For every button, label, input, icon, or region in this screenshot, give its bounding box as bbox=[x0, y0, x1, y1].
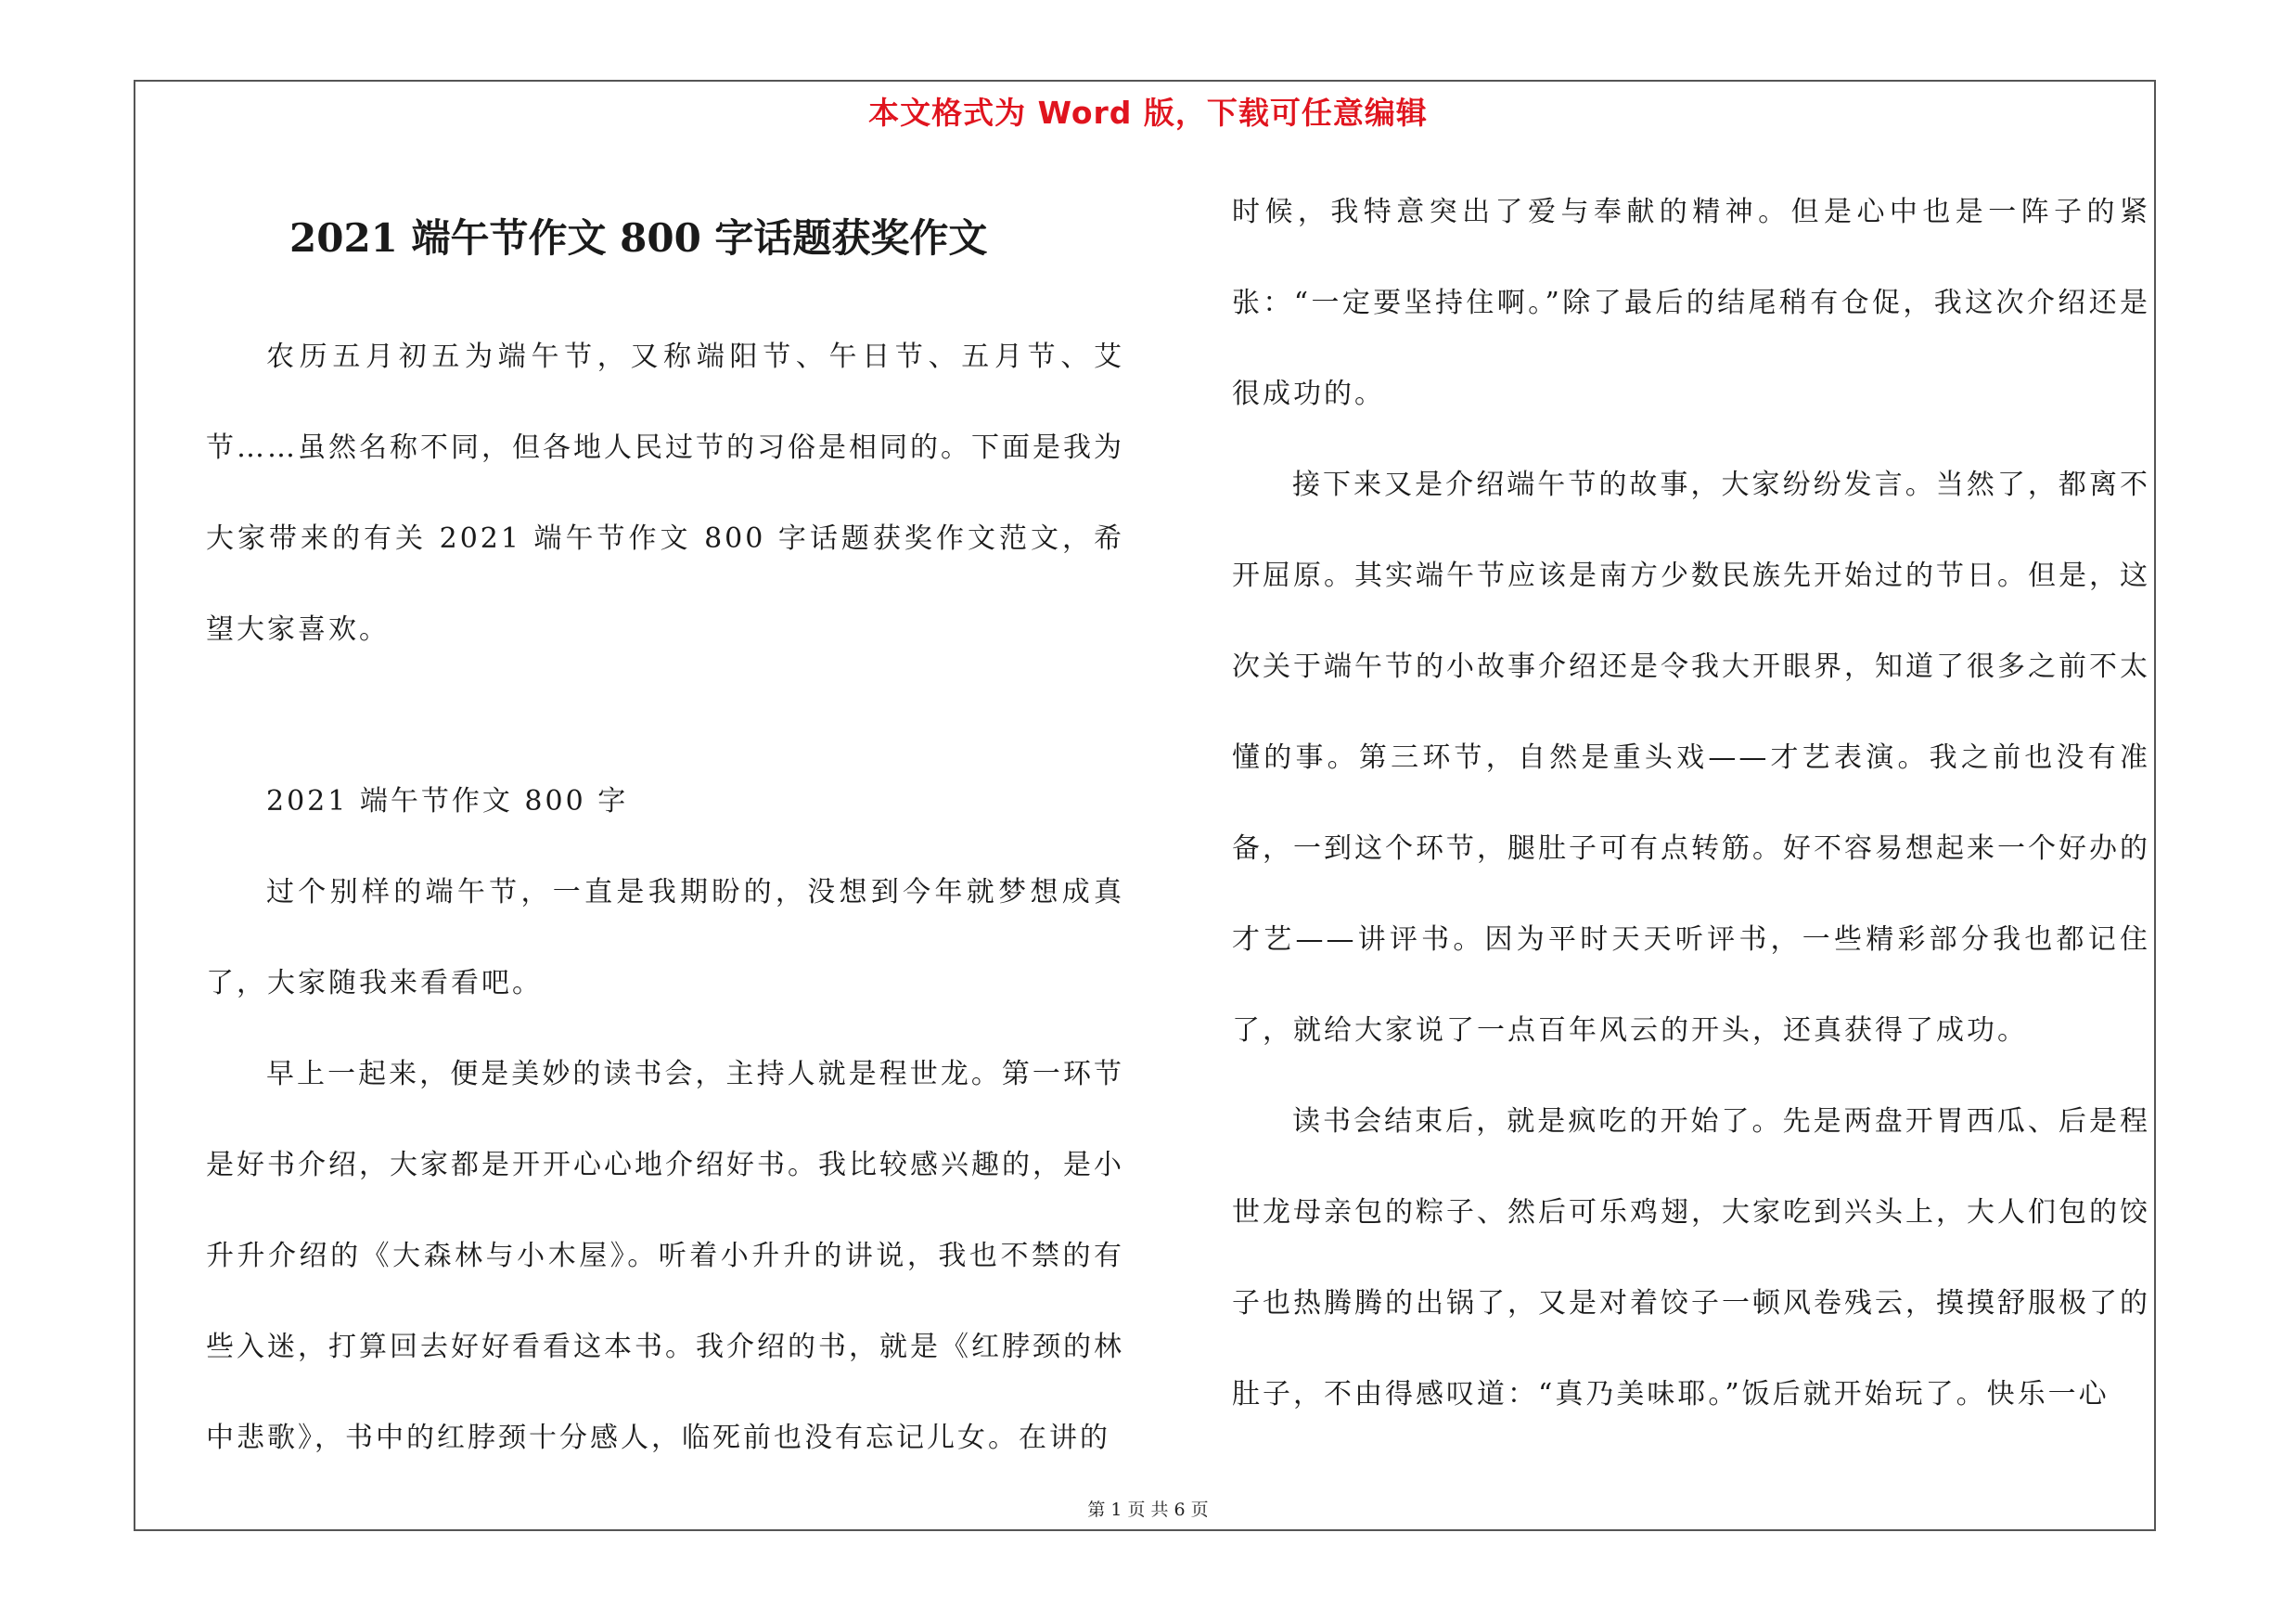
section-heading: 2021 端午节作文 800 字 bbox=[266, 785, 629, 818]
body-paragraph: 接下来又是介绍端午节的故事，大家纷纷发言。当然了，都离不开屈原。其实端午节应该是南方少数民族先开始过的节日。但是，这次关于端午节的小故事介绍还是令我大开眼界，知道了很多之前不太懂的事。第三环节，自然是重头戏——才艺表演。我之前也没有准备，一到这个环节，腿肚子可有点转筋。好不容易想起来一个好办的才艺——讲评书。因为平时天天听评书，一些精彩部分我也都记住了，就给大家说了一点百年风云的开头，还真获得了成功。 bbox=[1232, 469, 2150, 1047]
body-paragraph: 早上一起来，便是美妙的读书会，主持人就是程世龙。第一环节是好书介绍，大家都是开开心心地介绍好书。我比较感兴趣的，是小升升介绍的《大森林与小木屋》。听着小升升的讲说，我也不禁的有些入迷，打算回去好好看看这本书。我介绍的书，就是《红脖颈的林中悲歌》，书中的红脖颈十分感人，临死前也没有忘记儿女。在讲的 bbox=[206, 1058, 1124, 1454]
body-paragraph: 读书会结束后，就是疯吃的开始了。先是两盘开胃西瓜、后是程世龙母亲包的粽子、然后可乐鸡翅，大家吃到兴头上，大人们包的饺子也热腾腾的出锅了，又是对着饺子一顿风卷残云，摸摸舒服极了的肚子，不由得感叹道：“真乃美味耶。”饭后就开始玩了。快乐一心 bbox=[1232, 1105, 2150, 1410]
format-banner: 本文格式为 Word 版，下载可任意编辑 bbox=[868, 95, 1428, 131]
intro-paragraph: 农历五月初五为端午节，又称端阳节、午日节、五月节、艾节……虽然名称不同，但各地人民过节的习俗是相同的。下面是我为大家带来的有关 2021 端午节作文 800 字话题获奖作文范文，希望大家喜欢。 bbox=[206, 341, 1124, 646]
document-title: 2021 端午节作文 800 字话题获奖作文 bbox=[289, 215, 988, 261]
body-paragraph: 过个别样的端午节，一直是我期盼的，没想到今年就梦想成真了，大家随我来看看吧。 bbox=[206, 876, 1124, 999]
page-number: 第 1 页 共 6 页 bbox=[1087, 1500, 1209, 1520]
body-paragraph: 时候，我特意突出了爱与奉献的精神。但是心中也是一阵子的紧张：“一定要坚持住啊。”除了最后的结尾稍有仓促，我这次介绍还是很成功的。 bbox=[1232, 196, 2150, 410]
